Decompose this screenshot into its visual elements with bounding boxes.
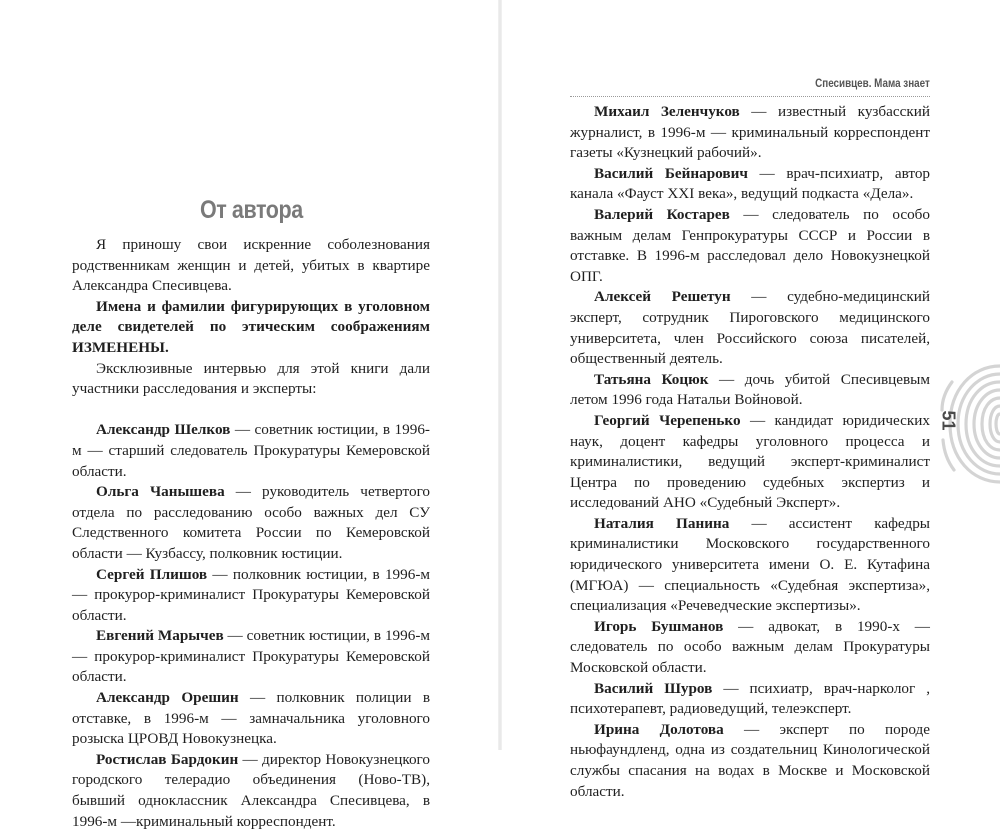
paragraph: Евгений Марычев — советник юстиции, в 1996-м — прокурор-криминалист Прокуратуры Кемеровской области.	[72, 627, 430, 686]
paragraph: Я приношу свои искренние соболезнования родственникам женщин и детей, убитых в квартире Александра Спесивцева.	[72, 236, 430, 295]
paragraph: Георгий Черепенько — кандидат юридических наук, доцент кафедры уголовного процесса и криминалистики, ведущий эксперт-криминалист Центра по проведению судебных экспертиз и исследований АНО «Судебный Эксперт».	[570, 411, 930, 512]
paragraph: Имена и фамилии фигурирующих в уголовном деле свидетелей по этическим соображениям ИЗМЕНЕНЫ.	[72, 297, 430, 356]
left-page	[0, 0, 500, 830]
paragraph: Ирина Долотова — эксперт по породе ньюфаундленд, одна из создательниц Кинологической службы спасания на водах в Москве и Московской области.	[570, 720, 930, 800]
paragraph: Эксклюзивные интервью для этой книги дали участники расследования и эксперты:	[72, 359, 430, 398]
paragraph: Василий Бейнарович — врач-психиатр, автор канала «Фауст XXI века», ведущий подкаста «Дела».	[570, 164, 931, 203]
paragraph: Михаил Зеленчуков — известный кузбасский журналист, в 1996-м — криминальный корреспондент газеты «Кузнецкий рабочий».	[570, 103, 930, 162]
running-head	[570, 74, 930, 97]
paragraph: Александр Шелков — советник юстиции, в 1996-м — старший следователь Прокуратуры Кемеровской области.	[72, 421, 430, 480]
chapter-heading: От автора	[200, 196, 303, 224]
right-text-column	[570, 102, 930, 802]
paragraph: Алексей Решетун — судебно-медицинский эксперт, сотрудник Пироговского медицинского университета, член Российского союза писателей, общественный деятель.	[570, 288, 930, 368]
running-head-title: Спесивцев. Мама знает	[815, 76, 930, 90]
left-text-column	[72, 235, 430, 832]
page-number: 51	[938, 410, 959, 431]
right-page	[500, 0, 1000, 800]
paragraph: Александр Орешин — полковник полиции в отставке, в 1996-м — замначальника уголовного розыска ЦРОВД Новокузнецка.	[72, 689, 431, 748]
paragraph: Ольга Чанышева — руководитель четвертого отдела по расследованию особо важных дел СУ Следственного комитета России по Кемеровской области — Кузбассу, полковник юстиции.	[72, 483, 431, 562]
paragraph: Игорь Бушманов — адвокат, в 1990-х — следователь по особо важным делам Прокуратуры Московской области.	[570, 617, 930, 677]
paragraph: Василий Шуров — психиатр, врач-нарколог , психотерапевт, радиоведущий, телеэксперт.	[570, 679, 930, 718]
paragraph: Татьяна Коцюк — дочь убитой Спесивцевым летом 1996 года Натальи Войновой.	[570, 370, 930, 409]
paragraph: Валерий Костарев — следователь по особо важным делам Генпрокуратуры СССР и России в отставке. В 1996-м расследовал дело Новокузнецкой ОПГ.	[570, 205, 930, 285]
paragraph: Сергей Плишов — полковник юстиции, в 1996-м — прокурор-криминалист Прокуратуры Кемеровской области.	[72, 565, 430, 624]
paragraph: Ростислав Бардокин — директор Новокузнецкого городского телерадио объединения (Ново-ТВ), бывший одноклассник Александра Спесивцева, в 1996-м —криминальный корреспондент.	[72, 750, 430, 830]
paragraph: Наталия Панина — ассистент кафедры криминалистики Московского государственного юридического университета имени О. Е. Кутафина (МГЮА) — специальность «Судебная экспертиза», специализация «Речеведческие экспертизы».	[570, 514, 930, 615]
